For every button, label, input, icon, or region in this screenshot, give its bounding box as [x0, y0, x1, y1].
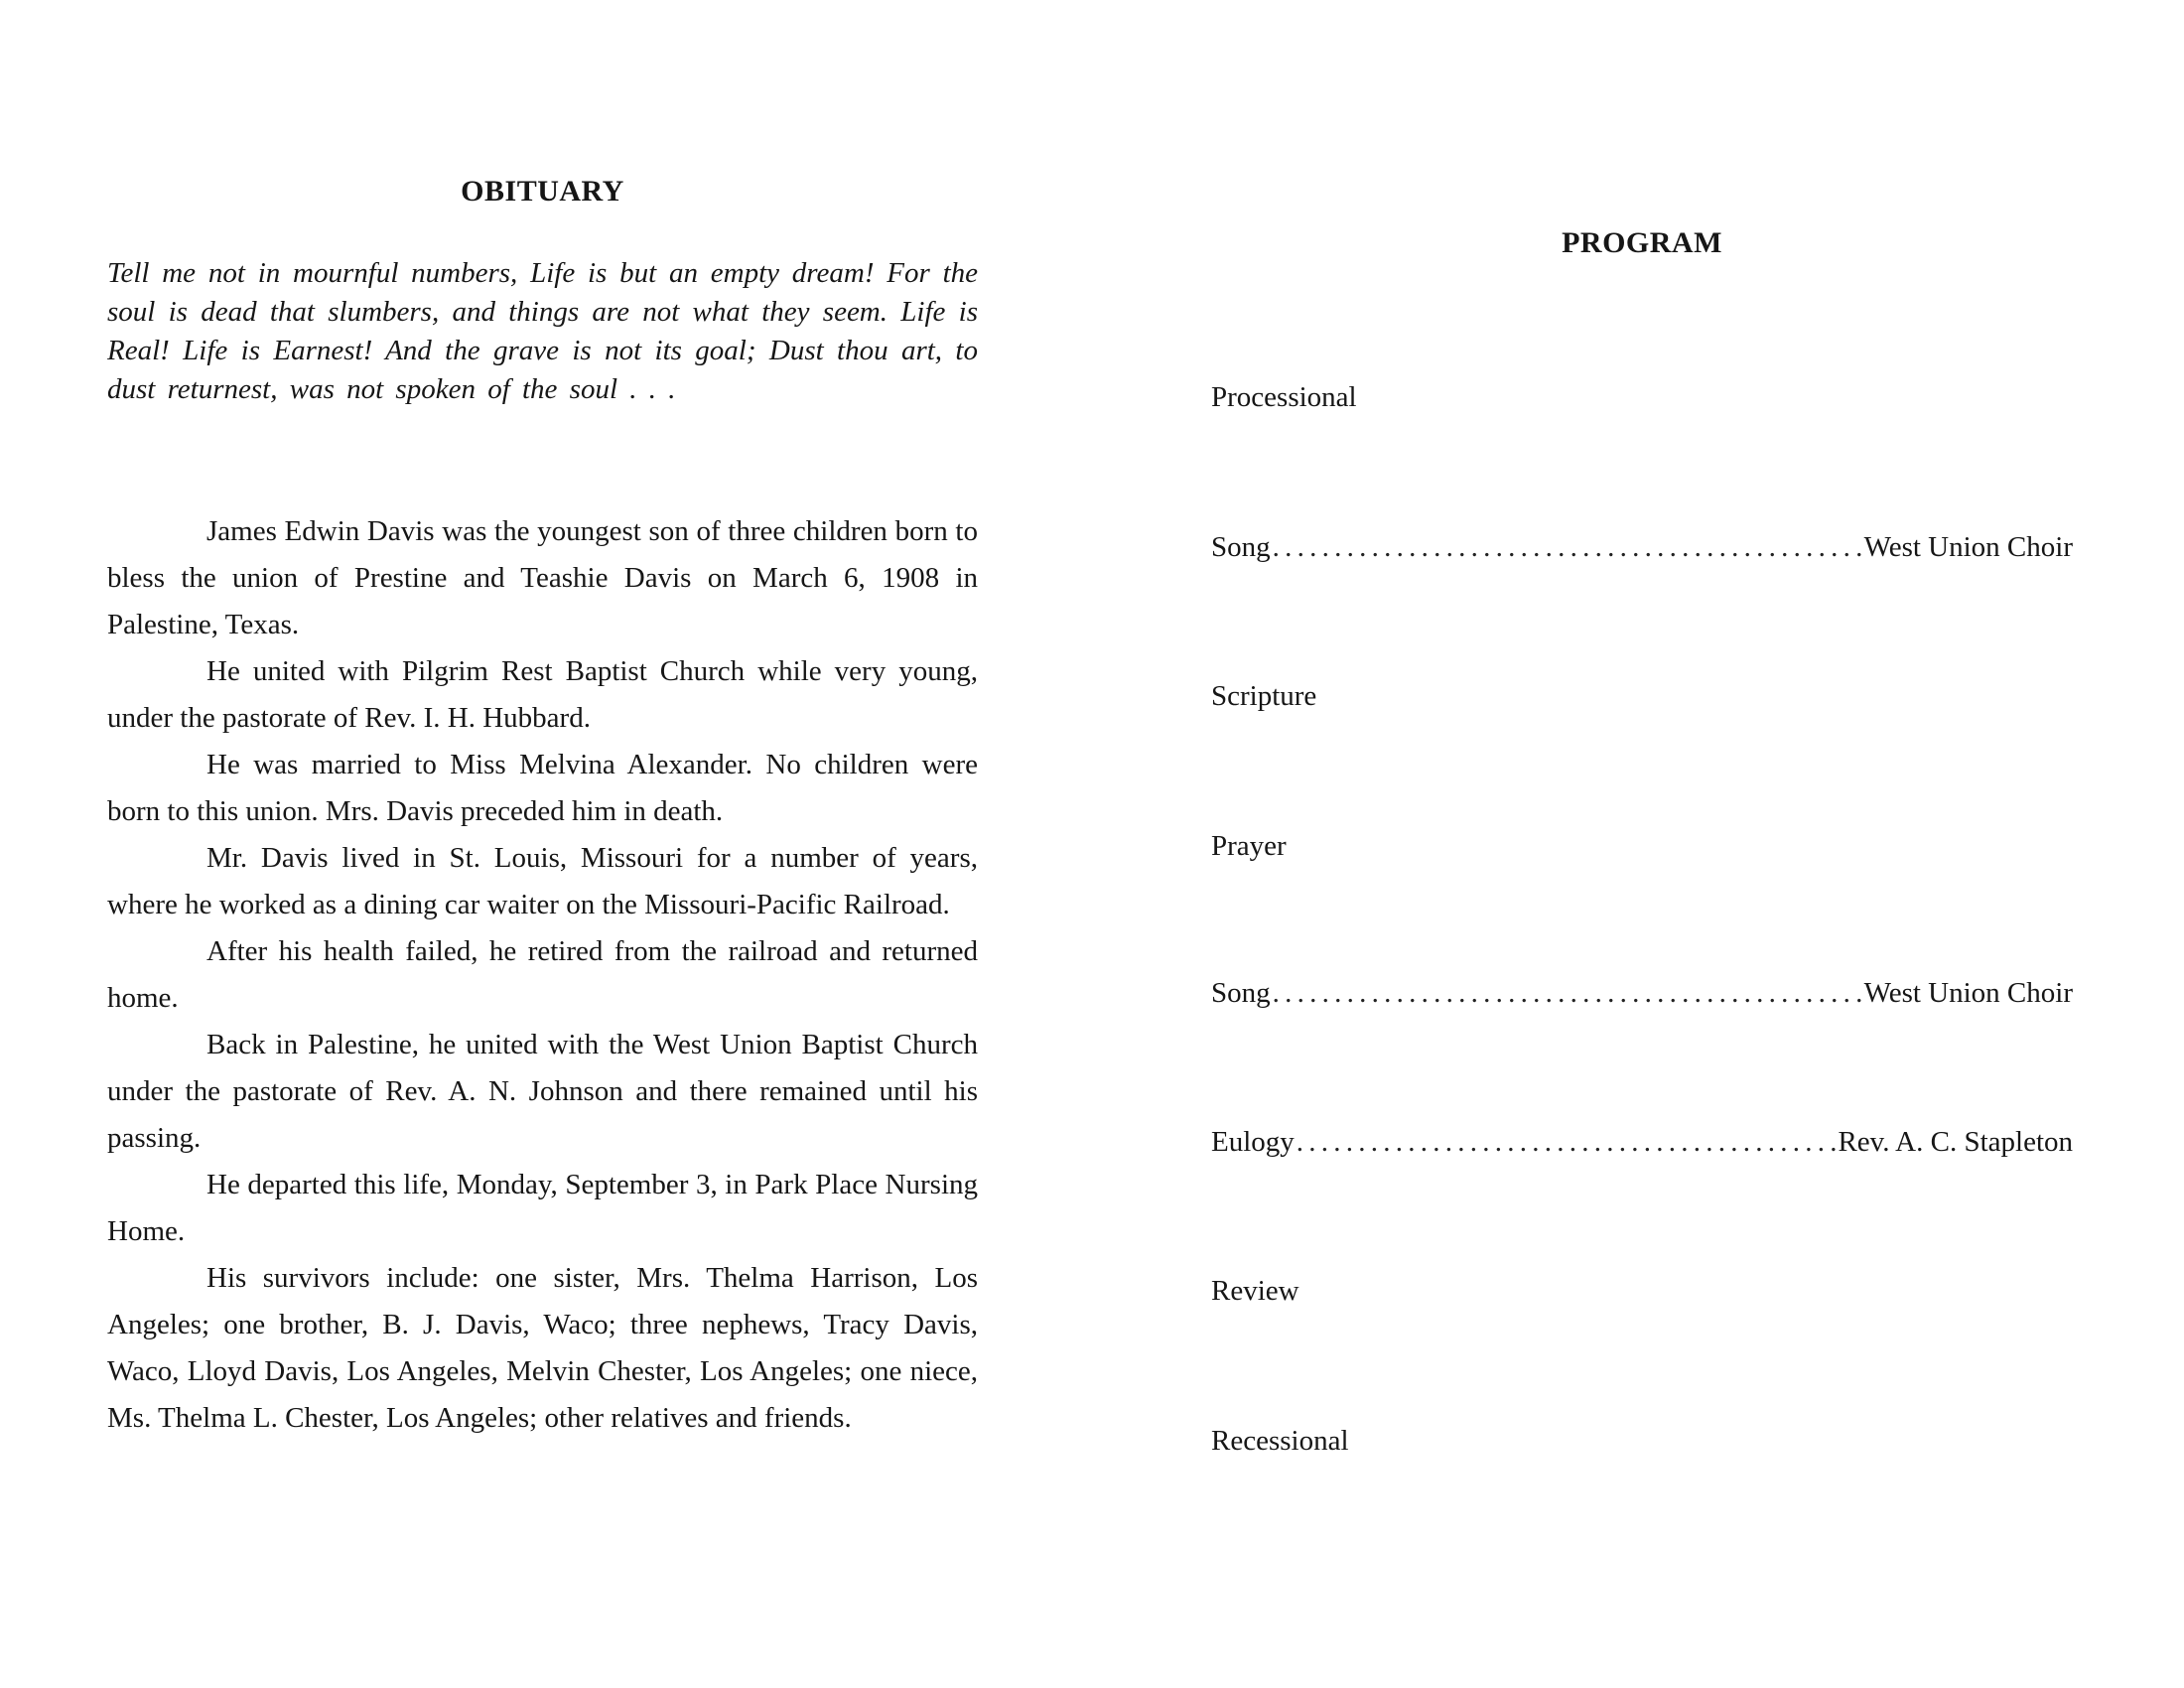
program-title: PROGRAM — [1562, 226, 1722, 259]
program-item-label: Eulogy — [1211, 1126, 1295, 1158]
program-item-song — [1211, 973, 2073, 1013]
obituary-page — [107, 175, 978, 1442]
program-item-processional — [1211, 377, 2073, 417]
program-item-performer: West Union Choir — [1863, 977, 2073, 1009]
program-item-scripture — [1211, 676, 2073, 716]
biography-paragraph: He was married to Miss Melvina Alexander. No children were born to this union. Mrs. Davis preceded him in death. — [107, 749, 978, 827]
program-item-song — [1211, 527, 2073, 567]
program-item-eulogy — [1211, 1122, 2073, 1162]
biography-paragraph: Mr. Davis lived in St. Louis, Missouri for a number of years, where he worked as a dining car waiter on the Missouri-Pacific Railroad. — [107, 842, 978, 920]
biography-paragraph: He departed this life, Monday, September 3, in Park Place Nursing Home. — [107, 1169, 978, 1247]
program-item-label: Review — [1211, 1275, 1299, 1307]
obituary-biography — [107, 508, 978, 1442]
biography-paragraph: After his health failed, he retired from the railroad and returned home. — [107, 935, 978, 1014]
obituary-poem: Tell me not in mournful numbers, Life is but an empty dream! For the soul is dead that slumbers, and things are not what they seem. Life is Real! Life is Earnest! And the grave is not its goal; Dust thou art, to dust returnest, was not spoken of the soul . . . — [107, 257, 978, 405]
program-page — [1211, 226, 2073, 1457]
program-item-review — [1211, 1271, 2073, 1311]
program-item-label: Processional — [1211, 381, 1357, 413]
program-item-prayer — [1211, 826, 2073, 866]
program-item-label: Song — [1211, 531, 1271, 563]
program-item-label: Song — [1211, 977, 1271, 1009]
dot-leader — [1273, 527, 1862, 567]
biography-paragraph: His survivors include: one sister, Mrs. Thelma Harrison, Los Angeles; one brother, B. J. Davis, Waco; three nephews, Tracy Davis, Waco, Lloyd Davis, Los Angeles, Melvin Chester, Los Angeles; one niece, Ms. Thelma L. Chester, Los Angeles; other relatives and friends. — [107, 1262, 978, 1434]
program-item-performer: West Union Choir — [1863, 531, 2073, 563]
dot-leader — [1297, 1122, 1837, 1162]
obituary-title: OBITUARY — [461, 175, 624, 208]
program-item-label: Prayer — [1211, 830, 1287, 862]
program-item-label: Recessional — [1211, 1425, 1349, 1457]
biography-paragraph: James Edwin Davis was the youngest son of three children born to bless the union of Prestine and Teashie Davis on March 6, 1908 in Palestine, Texas. — [107, 515, 978, 640]
biography-paragraph: He united with Pilgrim Rest Baptist Church while very young, under the pastorate of Rev. I. H. Hubbard. — [107, 655, 978, 734]
program-item-label: Scripture — [1211, 680, 1317, 712]
program-item-performer: Rev. A. C. Stapleton — [1838, 1126, 2073, 1158]
dot-leader — [1273, 973, 1862, 1013]
program-item-recessional — [1211, 1421, 2073, 1461]
biography-paragraph: Back in Palestine, he united with the West Union Baptist Church under the pastorate of Rev. A. N. Johnson and there remained until his passing. — [107, 1029, 978, 1154]
